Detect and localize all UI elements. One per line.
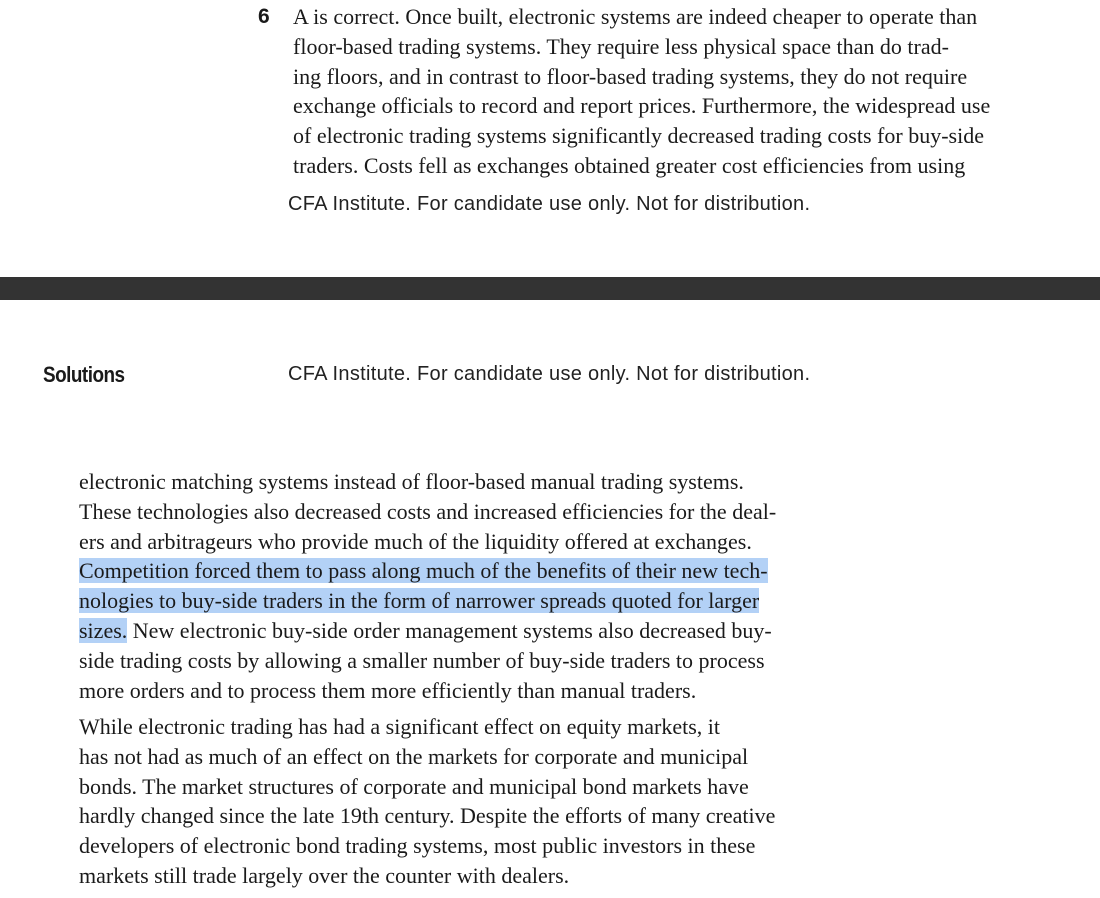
- text-line-highlighted[interactable]: [79, 586, 776, 616]
- solution-number: 6: [258, 5, 270, 28]
- watermark-notice: CFA Institute. For candidate use only. Not for distribution.: [288, 363, 811, 385]
- text-line[interactable]: ing floors, and in contrast to floor-based trading systems, they do not require: [293, 63, 968, 89]
- text-line[interactable]: more orders and to process them more efficiently than manual traders.: [79, 677, 697, 703]
- text-line[interactable]: electronic matching systems instead of floor-based manual trading systems.: [79, 469, 744, 494]
- text-line[interactable]: While electronic trading has had a significant effect on equity markets, it: [79, 714, 721, 739]
- text-line[interactable]: floor-based trading systems. They require less physical space than do trad-: [293, 33, 949, 59]
- text-line[interactable]: of electronic trading systems significantly decreased trading costs for buy-side: [293, 123, 984, 149]
- text-highlight[interactable]: nologies to buy-side traders in the form of narrower spreads quoted for larger: [79, 588, 760, 614]
- text-line[interactable]: markets still trade largely over the counter with dealers.: [79, 862, 570, 888]
- text-line[interactable]: bonds. The market structures of corporate and municipal bond markets have: [79, 773, 749, 799]
- page-divider: [0, 277, 1100, 300]
- text-highlight[interactable]: Competition forced them to pass along much of the benefits of their new tech-: [79, 558, 768, 584]
- paragraph[interactable]: [79, 467, 776, 705]
- solution-text[interactable]: [293, 2, 990, 181]
- text-line[interactable]: developers of electronic bond trading systems, most public investors in these: [79, 833, 756, 859]
- text-line[interactable]: has not had as much of an effect on the markets for corporate and municipal: [79, 743, 749, 769]
- text-segment[interactable]: New electronic buy-side order management systems also decreased buy-: [127, 617, 772, 643]
- watermark-notice: CFA Institute. For candidate use only. Not for distribution.: [288, 193, 811, 215]
- text-highlight[interactable]: sizes.: [79, 617, 128, 643]
- text-line[interactable]: exchange officials to record and report prices. Furthermore, the widespread use: [293, 93, 991, 119]
- paragraph[interactable]: [79, 712, 775, 891]
- text-line-highlighted[interactable]: [79, 556, 776, 586]
- text-line[interactable]: side trading costs by allowing a smaller number of buy-side traders to process: [79, 647, 765, 673]
- previous-page-fragment: [0, 0, 1100, 277]
- text-line[interactable]: [79, 616, 776, 646]
- current-page: [0, 300, 1100, 898]
- text-line[interactable]: These technologies also decreased costs and increased efficiencies for the deal-: [79, 498, 777, 524]
- running-head: Solutions: [43, 362, 125, 387]
- text-line[interactable]: hardly changed since the late 19th century. Despite the efforts of many creative: [79, 803, 776, 829]
- text-line[interactable]: A is correct. Once built, electronic systems are indeed cheaper to operate than: [293, 4, 978, 29]
- text-line[interactable]: traders. Costs fell as exchanges obtained greater cost efficiencies from using: [293, 152, 966, 178]
- text-line[interactable]: ers and arbitrageurs who provide much of the liquidity offered at exchanges.: [79, 528, 752, 554]
